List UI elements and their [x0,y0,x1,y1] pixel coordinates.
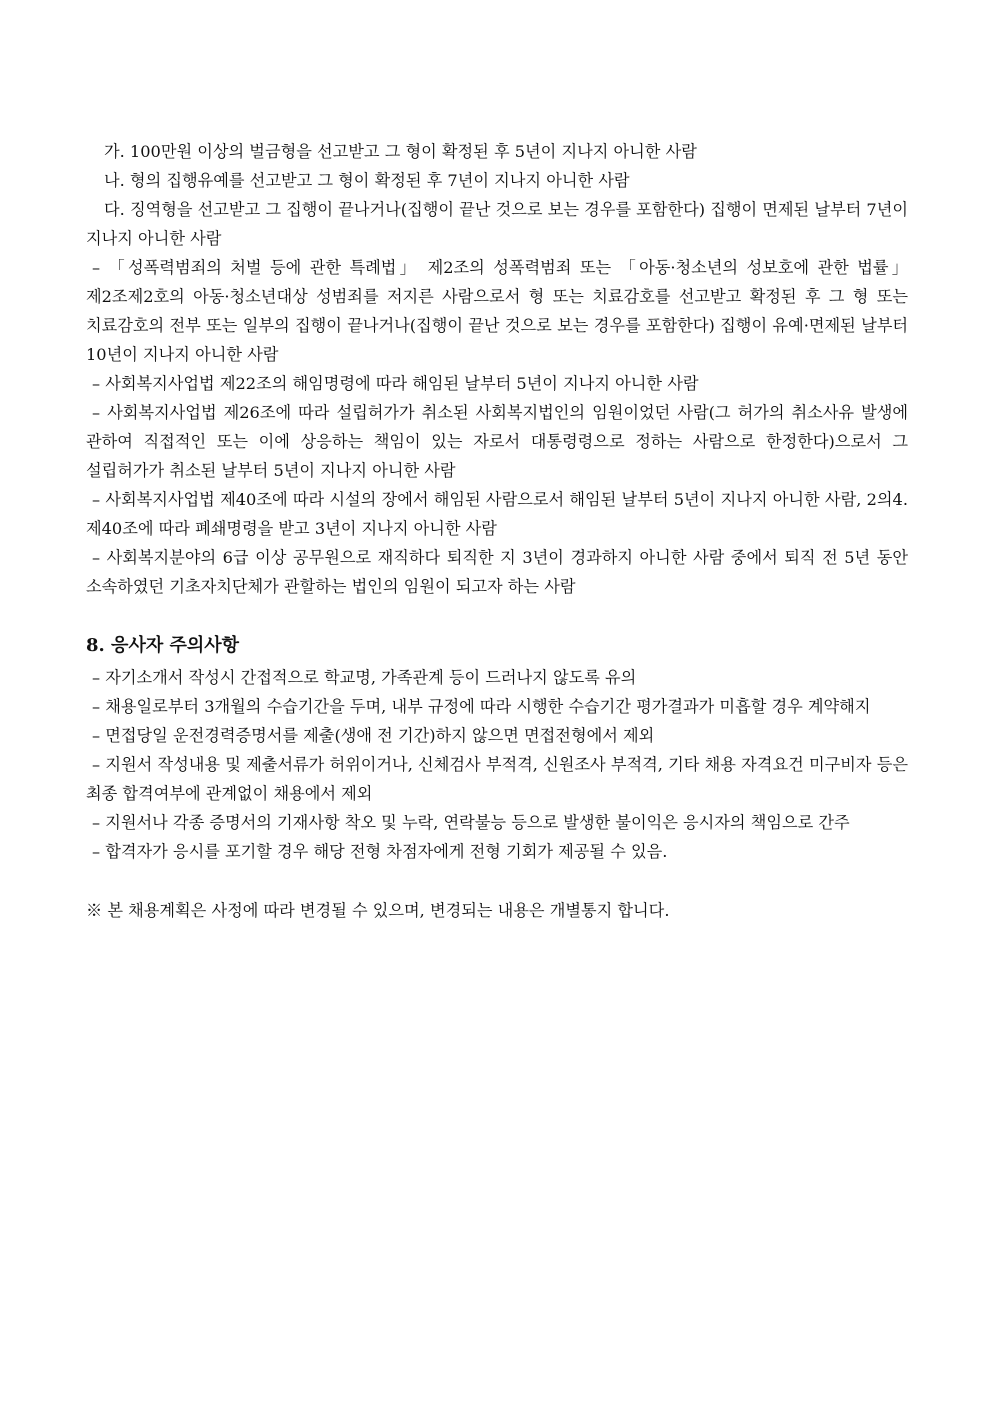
section-8-heading: 8. 응사자 주의사항 [86,635,240,656]
applicant-notice-item: – 채용일로부터 3개월의 수습기간을 두며, 내부 규정에 따라 시행한 수습기간 평가결과가 미흡할 경우 계약해지 [92,697,871,716]
disqualification-item-da: 다. 징역형을 선고받고 그 집행이 끝나거나(집행이 끝난 것으로 보는 경우를 포함한다) 집행이 면제된 날부터 7년이 지나지 아니한 사람 [86,200,908,248]
applicant-notice-item: – 면접당일 운전경력증명서를 제출(생애 전 기간)하지 않으면 면접전형에서 제외 [92,726,655,745]
disqualification-item-sex-crime: – 「성폭력범죄의 처벌 등에 관한 특례법」 제2조의 성폭력범죄 또는 「아동·청소년의 성보호에 관한 법률」 제2조제2호의 아동·청소년대상 성범죄를 저지른 사람으로서 형 또는 치료감호를 선고받고 확정된 후 그 형 또는 치료감호의 전부 또는 일부의 집행이 끝나거나(집행이 끝난 것으로 보는 경우를 포함한다) 집행이 유예·면제된 날부터 10년이 지나지 아니한 사람 [86,258,908,364]
applicant-notice-item: – 지원서 작성내용 및 제출서류가 허위이거나, 신체검사 부적격, 신원조사 부적격, 기타 채용 자격요건 미구비자 등은 최종 합격여부에 관계없이 채용에서 제외 [86,755,908,803]
change-notice: ※ 본 채용계획은 사정에 따라 변경될 수 있으며, 변경되는 내용은 개별통지 합니다. [86,901,670,920]
applicant-notice-item: – 지원서나 각종 증명서의 기재사항 착오 및 누락, 연락불능 등으로 발생한 불이익은 응시자의 책임으로 간주 [92,813,850,832]
disqualification-item-art22: – 사회복지사업법 제22조의 해임명령에 따라 해임된 날부터 5년이 지나지 아니한 사람 [92,374,699,393]
disqualification-item-art26: – 사회복지사업법 제26조에 따라 설립허가가 취소된 사회복지법인의 임원이었던 사람(그 허가의 취소사유 발생에 관하여 직접적인 또는 이에 상응하는 책임이 있는 자로서 대통령령으로 정하는 사람으로 한정한다)으로서 그 설립허가가 취소된 날부터 5년이 지나지 아니한 사람 [86,403,908,480]
disqualification-item-public-official: – 사회복지분야의 6급 이상 공무원으로 재직하다 퇴직한 지 3년이 경과하지 아니한 사람 중에서 퇴직 전 5년 동안 소속하였던 기초자치단체가 관할하는 법인의 임원이 되고자 하는 사람 [86,548,908,596]
disqualification-item-na: 나. 형의 집행유예를 선고받고 그 형이 확정된 후 7년이 지나지 아니한 사람 [104,171,630,190]
document-page [86,137,908,925]
disqualification-item-art40: – 사회복지사업법 제40조에 따라 시설의 장에서 해임된 사람으로서 해임된 날부터 5년이 지나지 아니한 사람, 2의4. 제40조에 따라 폐쇄명령을 받고 3년이 지나지 아니한 사람 [86,490,908,538]
disqualification-item-ga: 가. 100만원 이상의 벌금형을 선고받고 그 형이 확정된 후 5년이 지나지 아니한 사람 [104,142,697,161]
applicant-notice-item: – 합격자가 응시를 포기할 경우 해당 전형 차점자에게 전형 기회가 제공될 수 있음. [92,842,668,861]
applicant-notice-item: – 자기소개서 작성시 간접적으로 학교명, 가족관계 등이 드러나지 않도록 유의 [92,668,637,687]
